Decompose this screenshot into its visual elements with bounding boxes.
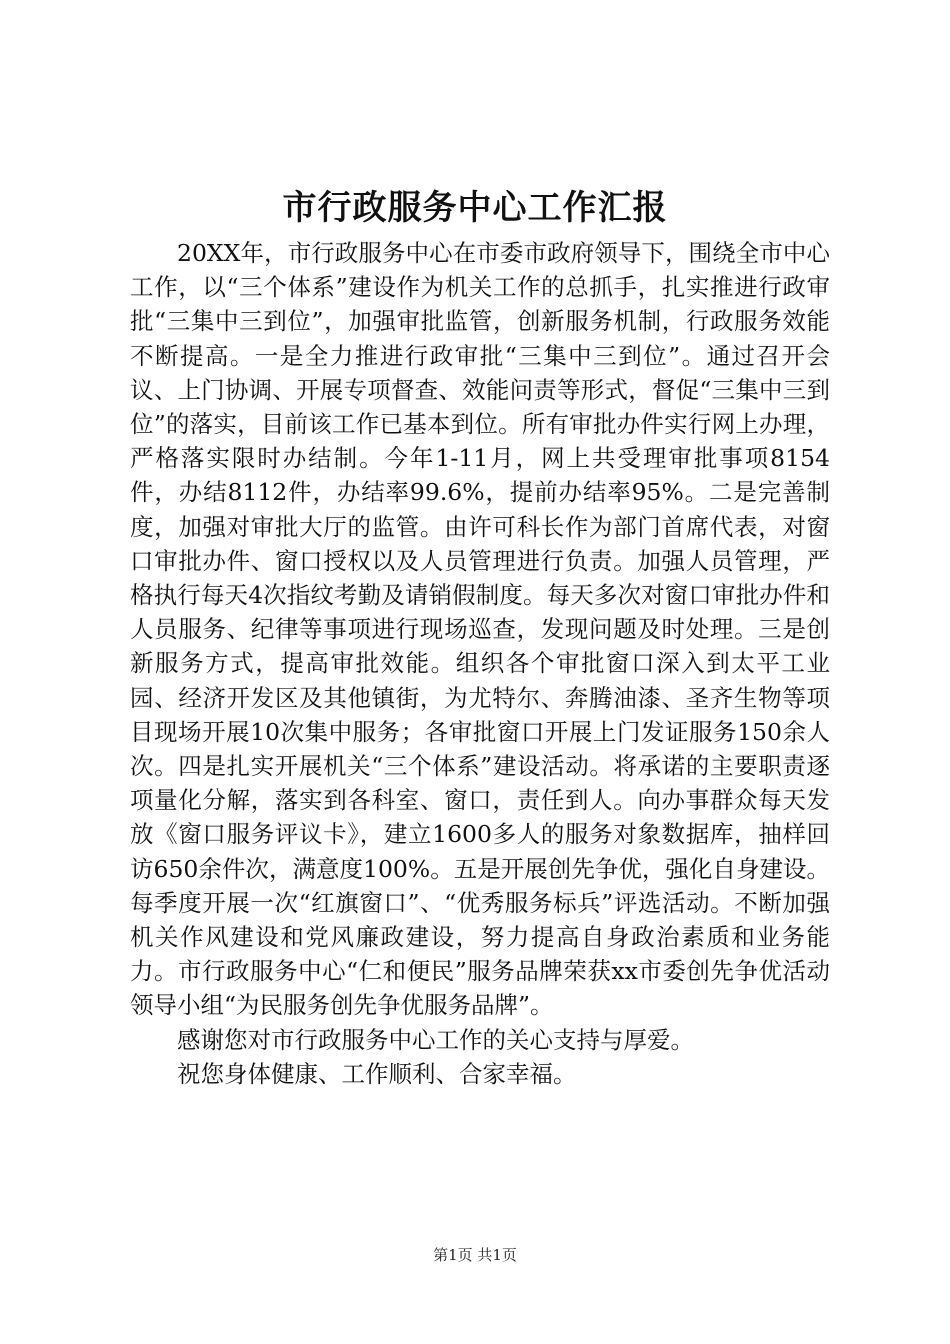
page-footer: 第1页 共1页 [433,1246,517,1264]
body-paragraph: 20XX年，市行政服务中心在市委市政府领导下，围绕全市中心工作，以“三个体系”建设作为机关工作的总抓手，扎实推进行政审批“三集中三到位”，加强审批监管，创新服务机制，行政服务效能不断提高。一是全力推进行政审批“三集中三到位”。通过召开会议、上门协调、开展专项督查、效能问责等形式，督促“三集中三到位”的落实，目前该工作已基本到位。所有审批办件实行网上办理，严格落实限时办结制。今年1-11月，网上共受理审批事项8154件，办结8112件，办结率99.6%，提前办结率95%。二是完善制度，加强对审批大厅的监管。由许可科长作为部门首席代表，对窗口审批办件、窗口授权以及人员管理进行负责。加强人员管理，严格执行每天4次指纹考勤及请销假制度。每天多次对窗口审批办件和人员服务、纪律等事项进行现场巡查，发现问题及时处理。三是创新服务方式，提高审批效能。组织各个审批窗口深入到太平工业园、经济开发区及其他镇街，为尤特尔、奔腾油漆、圣齐生物等项目现场开展10次集中服务；各审批窗口开展上门发证服务150余人次。四是扎实开展机关“三个体系”建设活动。将承诺的主要职责逐项量化分解，落实到各科室、窗口，责任到人。向办事群众每天发放《窗口服务评议卡》，建立1600多人的服务对象数据库，抽样回访650余件次，满意度100%。五是开展创先争优，强化自身建设。每季度开展一次“红旗窗口”、“优秀服务标兵”评选活动。不断加强机关作风建设和党风廉政建设，努力提高自身政治素质和业务能力。市行政服务中心“仁和便民”服务品牌荣获xx市委创先争优活动领导小组“为民服务创先争优服务品牌”。 [130,239,830,1020]
document-body [130,236,830,1091]
wishes-paragraph: 祝您身体健康、工作顺利、合家幸福。 [177,1059,577,1088]
document-title: 市行政服务中心工作汇报 [282,188,668,228]
thanks-paragraph: 感谢您对市行政服务中心工作的关心支持与厚爱。 [177,1025,694,1054]
